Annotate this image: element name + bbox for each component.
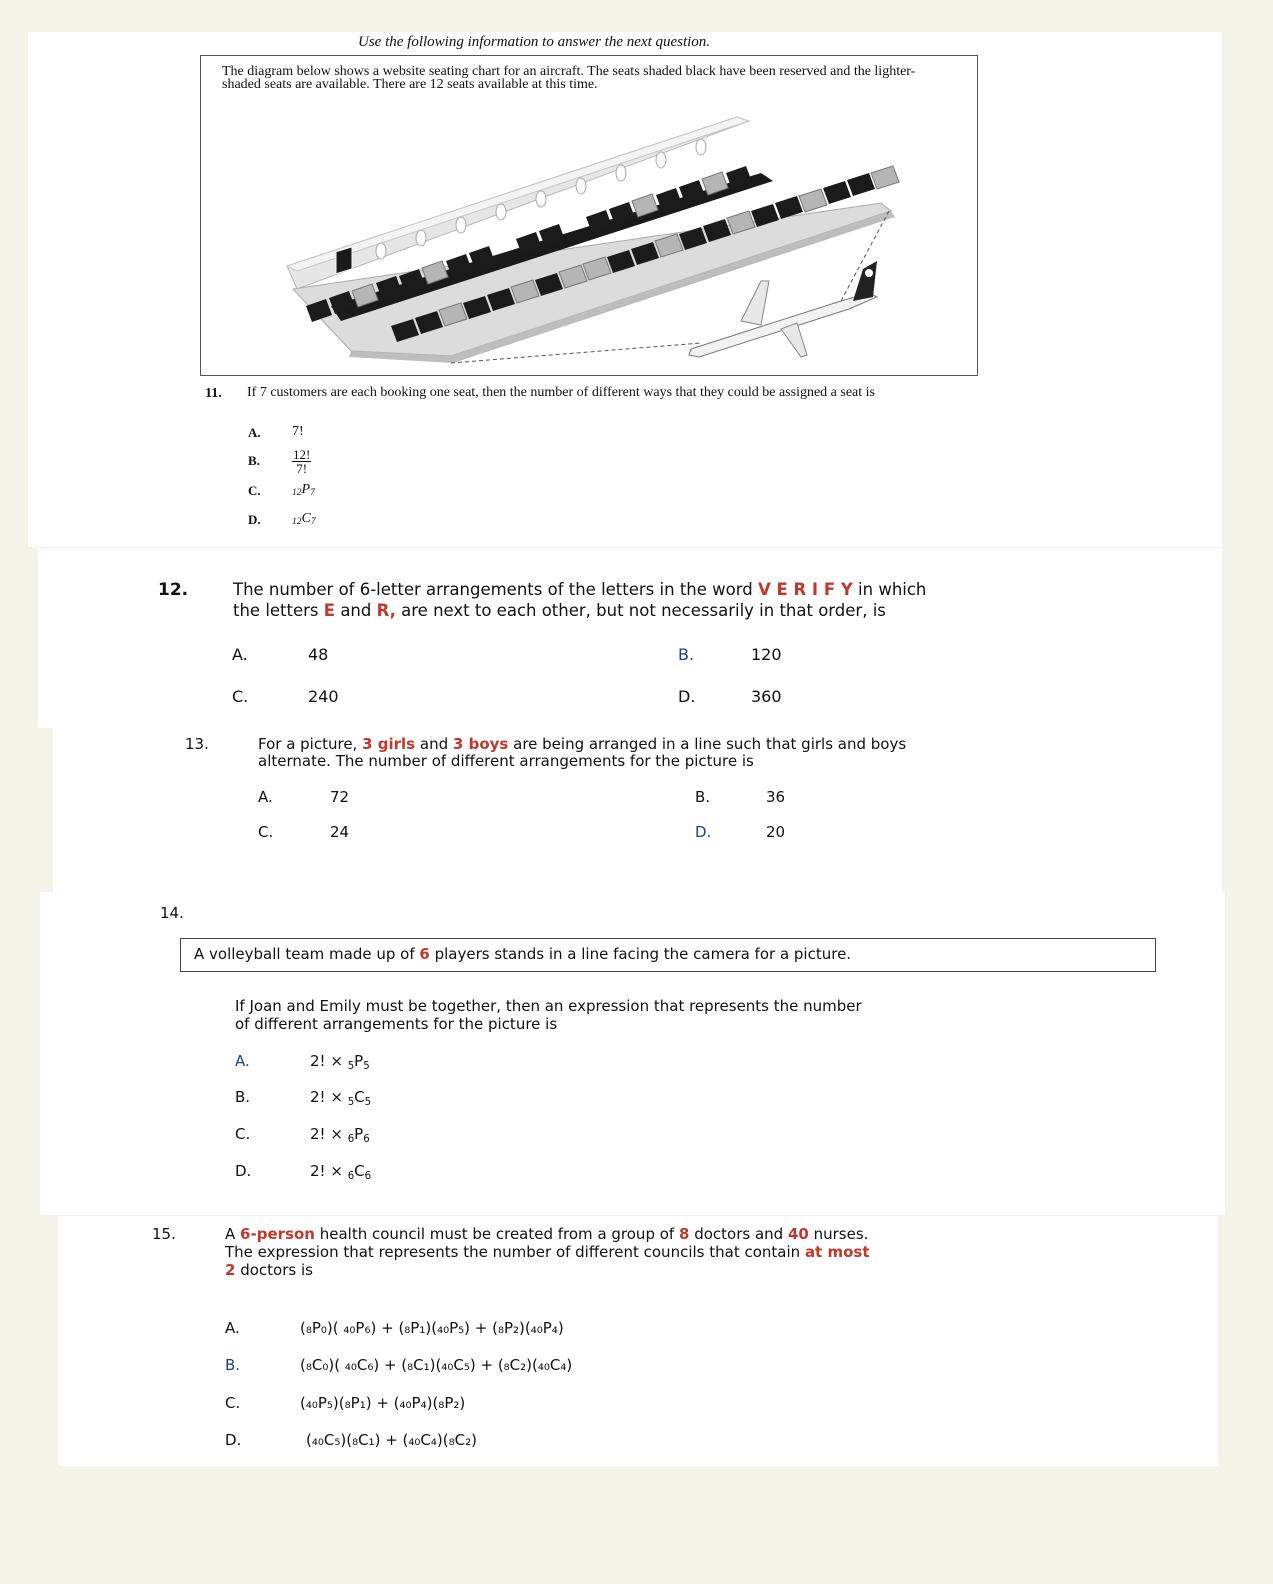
q15-opt-a-label[interactable]: A. — [225, 1319, 240, 1337]
q11-opt-d — [292, 511, 316, 527]
q14-opt-b-label[interactable]: B. — [235, 1088, 251, 1106]
q15-opt-d-label[interactable]: D. — [225, 1431, 242, 1449]
q12-letter-r: R, — [376, 601, 396, 620]
q13-number: 13. — [185, 735, 209, 753]
q12-number: 12. — [158, 580, 189, 600]
q14-opt-b-main: C — [354, 1088, 365, 1106]
q11-opt-c-main: P — [301, 482, 311, 497]
q14-opt-d-label[interactable]: D. — [235, 1162, 252, 1180]
q11-opt-d-main: C — [301, 511, 311, 526]
q11-opt-a-label[interactable]: A. — [248, 425, 261, 440]
q13-opt-b-label[interactable]: B. — [695, 788, 711, 806]
info-box — [200, 55, 978, 376]
q13-opt-d: 20 — [766, 823, 786, 841]
q11-opt-c-post: 7 — [310, 488, 315, 499]
q12-and: and — [340, 601, 372, 620]
q11-number: 11. — [205, 386, 222, 401]
q11-opt-d-pre: 12 — [292, 517, 302, 528]
q15-opt-a: (₈P₀)( ₄₀P₆) + (₈P₁)(₄₀P₅) + (₈P₂)(₄₀P₄) — [300, 1319, 564, 1337]
question-12-panel — [38, 548, 1222, 728]
q14-opt-d-main: C — [354, 1162, 365, 1180]
q14-stem2: of different arrangements for the picture is — [235, 1015, 558, 1033]
q14-box-s2: players stands in a line facing the camera for a picture. — [434, 945, 852, 963]
q12-opt-b-label[interactable]: B. — [678, 645, 695, 664]
q13-opt-a: 72 — [330, 788, 350, 806]
q12-s4: are next to each other, but not necessarily in that order, is — [401, 601, 886, 620]
q11-opt-c-pre: 12 — [292, 488, 302, 499]
q11-stem: If 7 customers are each booking one seat, then the number of different ways that they could be assigned a seat is — [247, 385, 875, 400]
q15-atmost: at most — [804, 1243, 870, 1261]
q14-opt-a-main: P — [354, 1052, 364, 1070]
q12-opt-c: 240 — [308, 687, 339, 706]
q14-opt-c-pre: 6 — [347, 1133, 355, 1145]
q14-opt-d-fact: 2! × — [310, 1162, 343, 1180]
q15-opt-d: (₄₀C₅)(₈C₁) + (₄₀C₄)(₈C₂) — [306, 1431, 477, 1449]
q15-s5: The expression that represents the number of different councils that contain — [225, 1243, 801, 1261]
question-14-panel — [40, 892, 1225, 1215]
q15-line2 — [225, 1243, 870, 1261]
question-13-panel — [53, 728, 1222, 892]
question-15-panel — [58, 1216, 1218, 1466]
info-text: The diagram below shows a website seating chart for an aircraft. The seats shaded black have been reserved and the lighter-shaded seats are available. There are 12 seats available at this time. — [222, 64, 916, 92]
q11-opt-c-label[interactable]: C. — [248, 483, 261, 498]
question-11-panel — [28, 32, 1222, 547]
q12-opt-b: 120 — [751, 645, 782, 664]
q15-s1: A — [225, 1225, 236, 1243]
q15-line3 — [225, 1261, 313, 1279]
q14-opt-c — [310, 1125, 370, 1143]
q12-opt-a: 48 — [308, 645, 329, 664]
q14-opt-a-post: 5 — [363, 1060, 370, 1072]
q13-s1: For a picture, — [258, 735, 358, 753]
q14-opt-c-main: P — [354, 1125, 364, 1143]
q12-line1 — [233, 580, 926, 599]
q14-opt-a — [310, 1052, 370, 1070]
q13-opt-b: 36 — [766, 788, 786, 806]
q15-opt-b: (₈C₀)( ₄₀C₆) + (₈C₁)(₄₀C₅) + (₈C₂)(₄₀C₄) — [300, 1356, 573, 1374]
aircraft-seating-diagram — [201, 111, 977, 373]
q11-opt-b-numerator: 12! — [293, 447, 311, 462]
q12-opt-a-label[interactable]: A. — [232, 645, 248, 664]
q14-opt-d-post: 6 — [364, 1170, 372, 1182]
q14-opt-b-pre: 5 — [347, 1096, 355, 1108]
q12-opt-c-label[interactable]: C. — [232, 687, 249, 706]
seats-back-row — [336, 247, 352, 274]
q11-opt-d-label[interactable]: D. — [248, 512, 261, 527]
q15-opt-c: (₄₀P₅)(₈P₁) + (₄₀P₄)(₈P₂) — [300, 1394, 466, 1412]
q15-person: 6-person — [240, 1225, 315, 1243]
q13-opt-a-label[interactable]: A. — [258, 788, 273, 806]
q14-box-six: 6 — [419, 945, 430, 963]
info-intro: Use the following information to answer the next question. — [358, 34, 711, 50]
q13-opt-c: 24 — [330, 823, 350, 841]
q14-number: 14. — [160, 904, 184, 922]
q14-opt-a-fact: 2! × — [310, 1052, 343, 1070]
q12-s3: the letters — [233, 601, 319, 620]
q15-s4: nurses. — [813, 1225, 869, 1243]
q11-opt-b-label[interactable]: B. — [248, 453, 260, 468]
q12-opt-d-label[interactable]: D. — [678, 687, 696, 706]
q13-s2: are being arranged in a line such that girls and boys — [513, 735, 907, 753]
q14-opt-b — [310, 1088, 371, 1106]
q15-opt-b-label[interactable]: B. — [225, 1356, 241, 1374]
q14-box-text — [194, 945, 851, 963]
q14-box-s1: A volleyball team made up of — [194, 945, 415, 963]
q14-opt-b-post: 5 — [364, 1096, 372, 1108]
q11-opt-d-post: 7 — [310, 517, 316, 528]
q15-s2: health council must be created from a group of — [319, 1225, 675, 1243]
q13-opt-d-label[interactable]: D. — [695, 823, 712, 841]
q14-opt-d-pre: 6 — [347, 1170, 355, 1182]
q13-line2: alternate. The number of different arrangements for the picture is — [258, 752, 754, 770]
q14-opt-a-pre: 5 — [347, 1060, 355, 1072]
q13-line1 — [258, 735, 906, 753]
q15-eight: 8 — [678, 1225, 690, 1243]
q15-forty: 40 — [787, 1225, 809, 1243]
q11-opt-a: 7! — [292, 424, 304, 439]
q11-opt-c — [292, 482, 315, 498]
q14-opt-d — [310, 1162, 371, 1180]
q15-number: 15. — [152, 1225, 176, 1243]
q15-s3: doctors and — [694, 1225, 784, 1243]
q13-opt-c-label[interactable]: C. — [258, 823, 274, 841]
q15-two: 2 — [225, 1261, 236, 1279]
q15-s6: doctors is — [240, 1261, 313, 1279]
q12-line2 — [233, 601, 886, 620]
q15-line1 — [225, 1225, 868, 1243]
q12-word: V E R I F Y — [757, 580, 853, 599]
q13-girls: 3 girls — [362, 735, 416, 753]
q14-opt-c-post: 6 — [363, 1133, 370, 1145]
q12-s2: in which — [858, 580, 927, 599]
q12-letter-e: E — [323, 601, 336, 620]
q14-stem1: If Joan and Emily must be together, then an expression that represents the number — [235, 997, 862, 1015]
q15-opt-c-label[interactable]: C. — [225, 1394, 241, 1412]
q14-opt-b-fact: 2! × — [310, 1088, 343, 1106]
q14-opt-c-label[interactable]: C. — [235, 1125, 251, 1143]
q14-opt-a-label[interactable]: A. — [235, 1052, 250, 1070]
q11-opt-b-fraction — [292, 448, 311, 475]
q12-opt-d: 360 — [751, 687, 782, 706]
q13-boys: 3 boys — [452, 735, 509, 753]
q12-s1: The number of 6-letter arrangements of the letters in the word — [233, 580, 753, 599]
q11-opt-b-denominator: 7! — [296, 461, 308, 476]
q14-info-box — [180, 938, 1156, 972]
q14-opt-c-fact: 2! × — [310, 1125, 343, 1143]
q13-and: and — [419, 735, 449, 753]
